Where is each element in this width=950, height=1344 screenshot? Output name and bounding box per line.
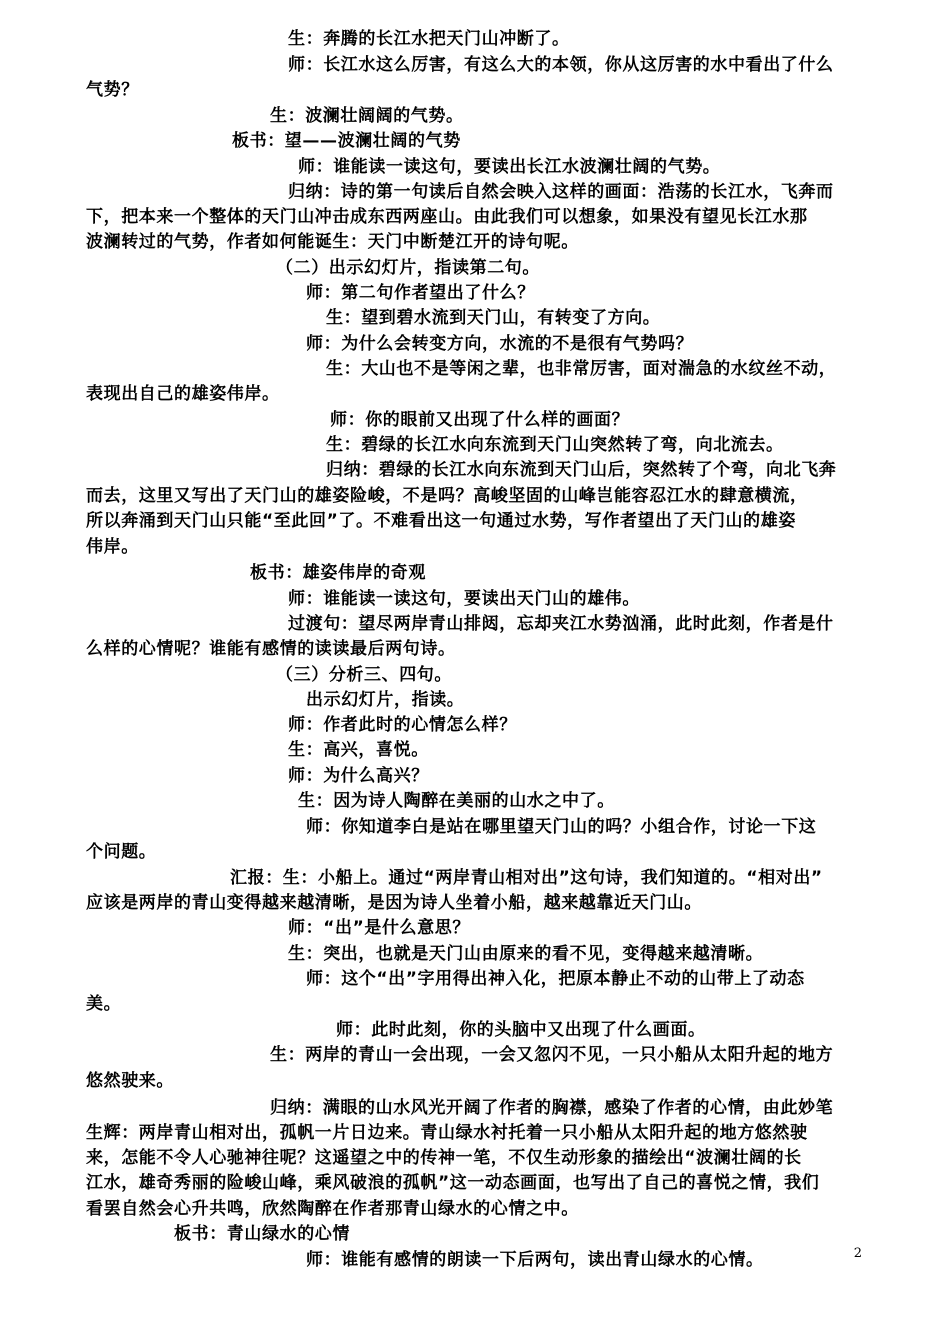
- text-line: 师：谁能读一读这句，要读出长江水波澜壮阔的气势。: [298, 157, 721, 177]
- text-line: 生：碧绿的长江水向东流到天门山突然转了弯，向北流去。: [326, 435, 784, 455]
- text-line: 应该是两岸的青山变得越来越清晰，是因为诗人坐着小船，越来越靠近天门山。: [86, 893, 702, 913]
- text-line: 师：作者此时的心情怎么样？: [288, 715, 517, 735]
- text-line: 所以奔涌到天门山只能“至此回”了。不难看出这一句通过水势，写作者望出了天门山的雄姿: [86, 511, 796, 531]
- text-line: 气势？: [86, 80, 139, 100]
- text-line: 美。: [86, 994, 122, 1014]
- text-line: 板书：望——波澜壮阔的气势: [232, 131, 461, 151]
- text-line: 过渡句：望尽两岸青山排闼，忘却夹江水势汹涌，此时此刻，作者是什: [288, 614, 834, 634]
- text-line: 师：此时此刻，你的头脑中又出现了什么画面。: [336, 1020, 706, 1040]
- text-line: 生：奔腾的长江水把天门山冲断了。: [288, 29, 570, 49]
- text-line: 看罢自然会心升共鸣，欣然陶醉在作者那青山绿水的心情之中。: [86, 1199, 579, 1219]
- text-line: 师：为什么会转变方向，水流的不是很有气势吗？: [306, 334, 694, 354]
- text-line: 江水，雄奇秀丽的险峻山峰，乘风破浪的孤帆”这一动态画面，也写出了自己的喜悦之情，我们: [86, 1173, 820, 1193]
- text-line: 师：你知道李白是站在哪里望天门山的吗？小组合作，讨论一下这: [306, 817, 817, 837]
- text-line: 师：第二句作者望出了什么？: [306, 283, 535, 303]
- text-line: 师：长江水这么厉害，有这么大的本领，你从这厉害的水中看出了什么: [288, 55, 834, 75]
- text-line: 伟岸。: [86, 537, 139, 557]
- text-line: 生：望到碧水流到天门山，有转变了方向。: [326, 308, 661, 328]
- section-heading: （二）出示幻灯片，指读第二句。: [276, 258, 540, 278]
- text-line: 生辉：两岸青山相对出，孤帆一片日边来。青山绿水衬托着一只小船从太阳升起的地方悠然驶: [86, 1123, 808, 1143]
- text-line: 师：谁能读一读这句，要读出天门山的雄伟。: [288, 589, 640, 609]
- text-line: 归纳：碧绿的长江水向东流到天门山后，突然转了个弯，向北飞奔: [326, 460, 837, 480]
- text-line: 个问题。: [86, 842, 157, 862]
- text-line: 师：你的眼前又出现了什么样的画面？: [330, 410, 630, 430]
- text-line: 生：波澜壮阔阔的气势。: [270, 106, 464, 126]
- text-line: 生：因为诗人陶醉在美丽的山水之中了。: [298, 791, 615, 811]
- text-line: 师：为什么高兴？: [288, 766, 429, 786]
- text-line: 波澜转过的气势，作者如何能诞生：天门中断楚江开的诗句呢。: [86, 232, 579, 252]
- text-line: 出示幻灯片，指读。: [306, 690, 465, 710]
- text-line: 来，怎能不令人心驰神往呢？这遥望之中的传神一笔，不仅生动形象的描绘出“波澜壮阔的长: [86, 1148, 802, 1168]
- text-line: 悠然驶来。: [86, 1071, 174, 1091]
- page-number: 2: [853, 1246, 862, 1261]
- text-line: 表现出自己的雄姿伟岸。: [86, 384, 280, 404]
- text-line: 生：两岸的青山一会出现，一会又忽闪不见，一只小船从太阳升起的地方: [270, 1045, 834, 1065]
- text-line: 生：高兴，喜悦。: [288, 740, 429, 760]
- text-line: 归纳：诗的第一句读后自然会映入这样的画面：浩荡的长江水，飞奔而: [288, 182, 834, 202]
- text-line: 师：谁能有感情的朗读一下后两句，读出青山绿水的心情。: [306, 1250, 764, 1270]
- text-line: 生：突出，也就是天门山由原来的看不见，变得越来越清晰。: [288, 944, 764, 964]
- text-line: 归纳：满眼的山水风光开阔了作者的胸襟，感染了作者的心情，由此妙笔: [270, 1098, 834, 1118]
- text-line: 师：“出”是什么意思？: [288, 918, 470, 938]
- board-note: 板书：雄姿伟岸的奇观: [250, 563, 426, 583]
- board-note: 板书：青山绿水的心情: [174, 1224, 350, 1244]
- text-line: 汇报：生：小船上。通过“两岸青山相对出”这句诗，我们知道的。“相对出”: [230, 868, 823, 888]
- text-line: 下，把本来一个整体的天门山冲击成东西两座山。由此我们可以想象，如果没有望见长江水那: [86, 207, 808, 227]
- section-heading: （三）分析三、四句。: [276, 665, 452, 685]
- text-line: 生：大山也不是等闲之辈，也非常厉害，面对湍急的水纹丝不动，: [326, 359, 837, 379]
- text-line: 么样的心情呢？谁能有感情的读读最后两句诗。: [86, 639, 456, 659]
- text-line: 师：这个“出”字用得出神入化，把原本静止不动的山带上了动态: [306, 969, 805, 989]
- text-line: 而去，这里又写出了天门山的雄姿险峻，不是吗？高峻坚固的山峰岂能容忍江水的肆意横流，: [86, 486, 808, 506]
